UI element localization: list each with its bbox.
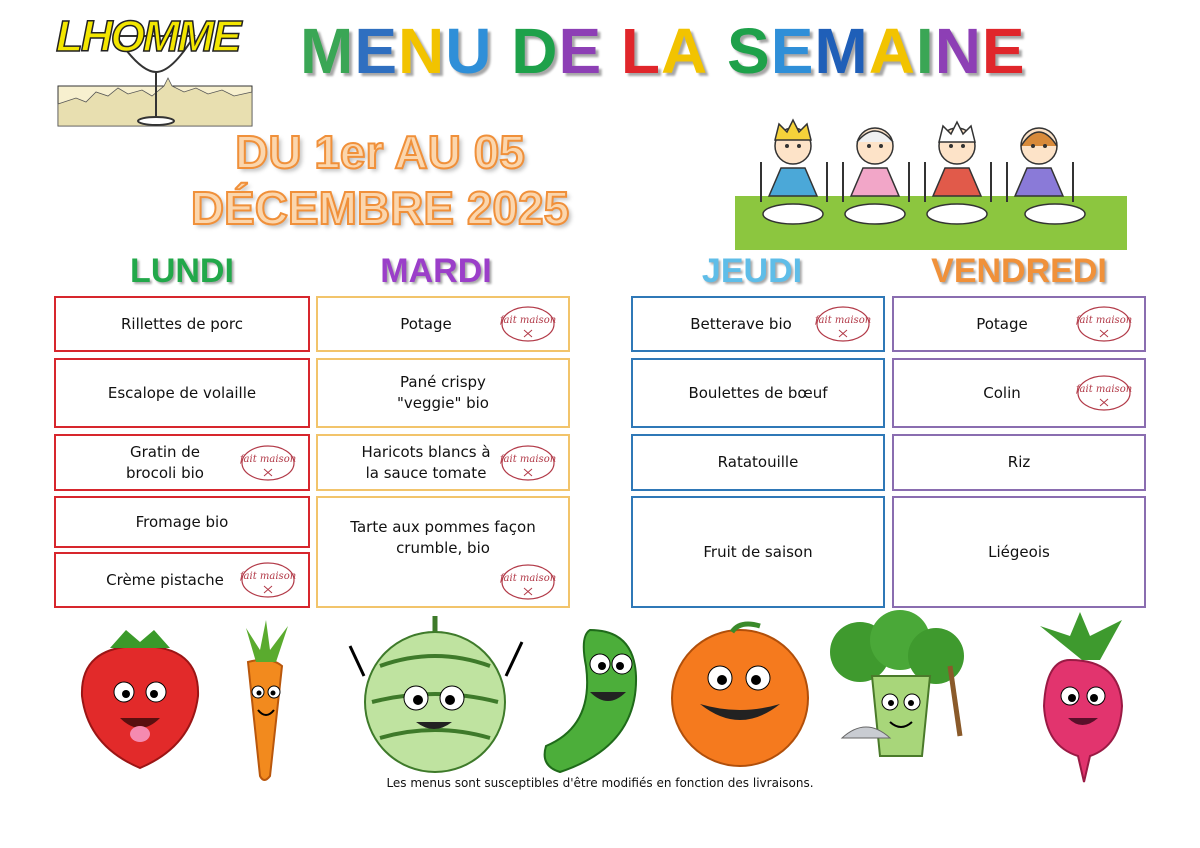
- menu-item-label: Ratatouille: [717, 453, 799, 471]
- menu-item-label: Crème pistache: [106, 570, 224, 589]
- menu-item-label: Colin: [983, 383, 1021, 402]
- menu-item-label: Potage: [400, 314, 452, 333]
- menu-cell-jeudi: [631, 358, 885, 428]
- menu-cell-vendredi: [892, 496, 1146, 608]
- title-letter: I: [915, 15, 935, 87]
- fait-maison-stamp-icon: [1076, 373, 1132, 413]
- day-header-vendredi: VENDREDI: [931, 252, 1107, 290]
- date-range: [120, 124, 640, 236]
- menu-item-label: Riz: [1007, 453, 1031, 471]
- menu-cell-vendredi: [892, 434, 1146, 491]
- veggies-illustration: [60, 606, 1170, 784]
- menu-cell-jeudi: [631, 496, 885, 608]
- svg-text:fait maison: fait maison: [500, 573, 556, 584]
- menu-item-label: Betterave bio: [690, 314, 792, 333]
- day-header-mardi: MARDI: [380, 252, 492, 290]
- title-letter: D: [511, 15, 559, 87]
- menu-cell-lundi: [54, 552, 310, 608]
- menu-cell-mardi: [316, 296, 570, 352]
- day-header-jeudi: JEUDI: [701, 252, 803, 290]
- title-letter: [602, 15, 621, 87]
- title-letter: M: [300, 15, 355, 87]
- svg-text:fait maison: fait maison: [1076, 384, 1132, 395]
- menu-cell-vendredi: [892, 358, 1146, 428]
- fait-maison-stamp-icon: [500, 443, 556, 483]
- carrot-icon: [246, 620, 288, 780]
- lhomme-logo: [56, 8, 254, 128]
- fait-maison-stamp-icon: [240, 560, 296, 600]
- fait-maison-stamp-icon: [500, 304, 556, 344]
- date-line-2: DÉCEMBRE 2025: [190, 182, 570, 234]
- radish-icon: [1040, 612, 1122, 782]
- menu-item-label: Liégeois: [988, 542, 1050, 561]
- footer-note: Les menus sont susceptibles d'être modifiés en fonction des livraisons.: [386, 776, 814, 790]
- broccoli-icon: [830, 610, 964, 756]
- menu-cell-mardi: [316, 434, 570, 491]
- menu-cell-jeudi: [631, 434, 885, 491]
- title-letter: A: [661, 15, 709, 87]
- orange-icon: [672, 624, 808, 766]
- svg-text:fait maison: fait maison: [500, 315, 556, 326]
- menu-cell-lundi: [54, 434, 310, 491]
- strawberry-icon: [82, 630, 198, 768]
- kids-at-table-icon: [735, 112, 1127, 250]
- title-letter: L: [620, 15, 661, 87]
- melon-icon: [350, 616, 522, 772]
- title-letter: M: [814, 15, 869, 87]
- menu-cell-mardi: [316, 496, 570, 608]
- menu-cell-jeudi: [631, 296, 885, 352]
- menu-item-label: Fruit de saison: [703, 542, 813, 561]
- title-letter: U: [445, 15, 493, 87]
- menu-cell-lundi: [54, 358, 310, 428]
- fait-maison-stamp-icon: [500, 562, 556, 602]
- menu-item-label: Escalope de volaille: [107, 383, 257, 402]
- menu-item-label: Rillettes de porc: [120, 314, 244, 333]
- menu-item-label: Potage: [976, 314, 1028, 333]
- menu-item-label: Boulettes de bœuf: [688, 383, 828, 402]
- logo-text: LHOMME: [56, 12, 240, 61]
- svg-text:fait maison: fait maison: [500, 453, 556, 465]
- fait-maison-stamp-icon: [1076, 304, 1132, 344]
- title-letter: E: [981, 15, 1026, 87]
- title-letter: [492, 15, 511, 87]
- title-letter: A: [868, 15, 916, 87]
- title-letter: E: [558, 15, 603, 87]
- date-line-1: DU 1er AU 05: [235, 126, 525, 178]
- fait-maison-stamp-icon: [240, 443, 296, 483]
- title-letter: N: [934, 15, 982, 87]
- cucumber-icon: [545, 630, 636, 772]
- menu-cell-mardi: [316, 358, 570, 428]
- menu-item-label: Fromage bio: [135, 512, 229, 531]
- menu-cell-lundi: [54, 296, 310, 352]
- svg-text:fait maison: fait maison: [240, 453, 296, 465]
- menu-cell-vendredi: [892, 296, 1146, 352]
- page-title: [300, 14, 1110, 94]
- title-letter: E: [354, 15, 398, 87]
- title-letter: S: [727, 15, 771, 87]
- svg-text:fait maison: fait maison: [815, 315, 871, 326]
- day-header-lundi: LUNDI: [130, 252, 234, 290]
- menu-item-label: Haricots blancs à la sauce tomate: [361, 442, 491, 482]
- menu-item-label: Gratin de brocoli bio: [126, 442, 204, 482]
- title-letter: [708, 15, 727, 87]
- menu-item-label: Tarte aux pommes façon crumble, bio: [350, 518, 536, 557]
- title-letter: E: [770, 15, 815, 87]
- title-letter: N: [398, 15, 446, 87]
- fait-maison-stamp-icon: [815, 304, 871, 344]
- svg-text:fait maison: fait maison: [1076, 315, 1132, 326]
- svg-text:fait maison: fait maison: [240, 571, 296, 582]
- menu-cell-lundi: [54, 496, 310, 548]
- menu-item-label: Pané crispy "veggie" bio: [397, 373, 489, 412]
